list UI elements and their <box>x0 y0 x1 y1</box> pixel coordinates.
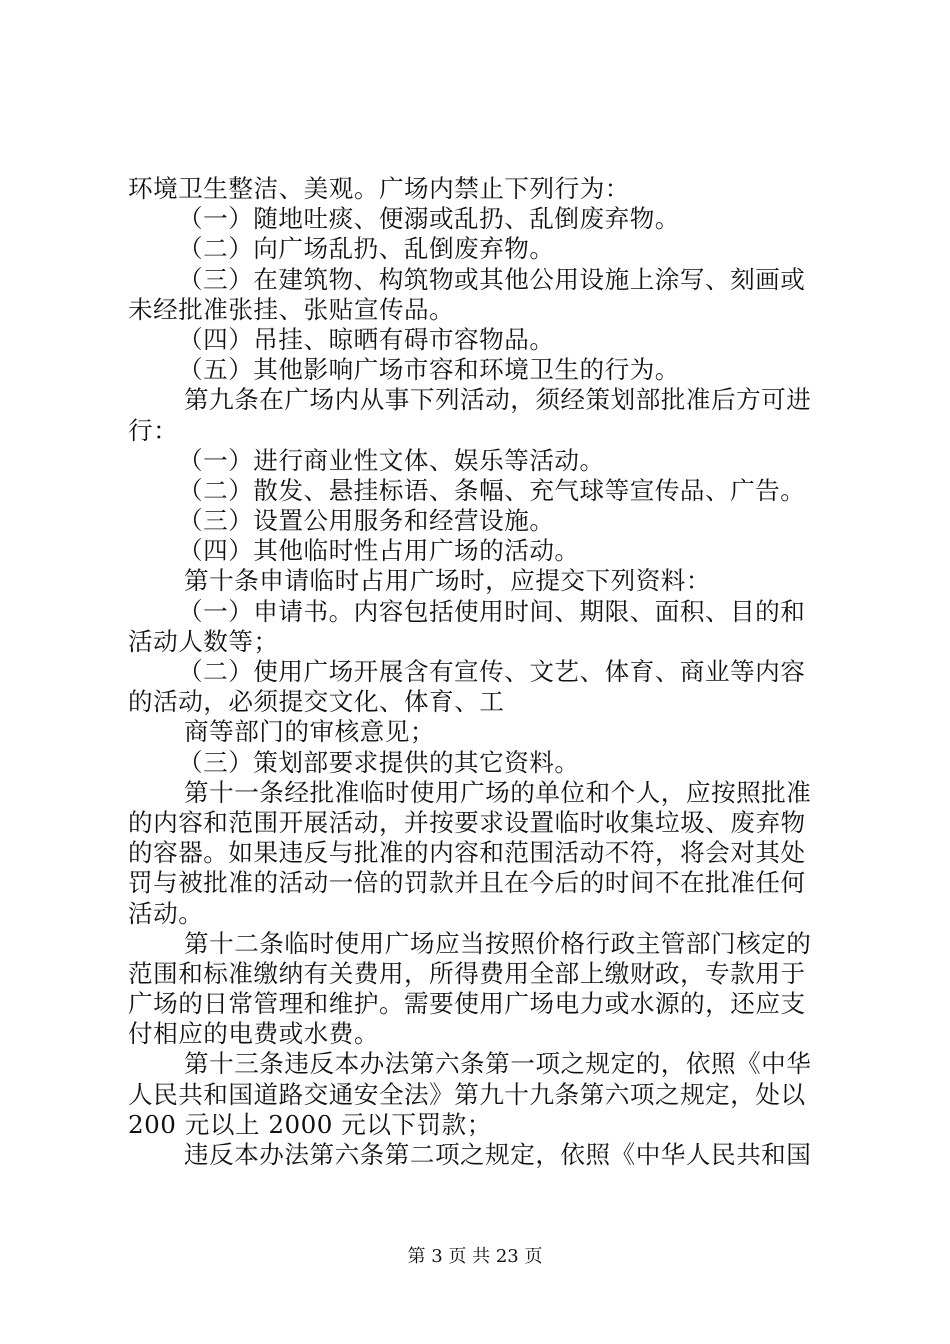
text-line: 行： <box>128 415 179 445</box>
text-line: （三）设置公用服务和经营设施。 <box>178 506 555 536</box>
text-line: （一）随地吐痰、便溺或乱扔、乱倒废弃物。 <box>178 204 680 234</box>
text-line: 环境卫生整洁、美观。广场内禁止下列行为： <box>128 174 630 203</box>
text-line: 第九条在广场内从事下列活动，须经策划部批准后方可进 <box>184 385 812 415</box>
text-line: 付相应的电费或水费。 <box>128 1019 379 1049</box>
text-line: （一）申请书。内容包括使用时间、期限、面积、目的和 <box>178 596 806 626</box>
text-line: （二）散发、悬挂标语、条幅、充气球等宣传品、广告。 <box>178 475 806 505</box>
text-line: 的内容和范围开展活动，并按要求设置临时收集垃圾、废弃物 <box>128 807 806 837</box>
page-footer: 第 3 页 共 23 页 <box>407 1246 543 1267</box>
document-body <box>128 174 834 1170</box>
text-line: 广场的日常管理和维护。需要使用广场电力或水源的，还应支 <box>128 989 806 1019</box>
text-line: 违反本办法第六条第二项之规定，依照《中华人民共和国 <box>184 1140 812 1169</box>
text-line: （二）向广场乱扔、乱倒废弃物。 <box>178 234 555 264</box>
text-line: 活动人数等； <box>128 626 279 656</box>
text-line: 第十二条临时使用广场应当按照价格行政主管部门核定的 <box>184 928 812 958</box>
text-line: （五）其他影响广场市容和环境卫生的行为。 <box>178 355 680 385</box>
text-line: （四）吊挂、晾晒有碍市容物品。 <box>178 324 555 354</box>
text-line: 人民共和国道路交通安全法》第九十九条第六项之规定，处以 <box>128 1079 806 1109</box>
text-line: （四）其他临时性占用广场的活动。 <box>178 536 580 566</box>
text-line: 第十条申请临时占用广场时，应提交下列资料： <box>184 566 711 596</box>
text-line: （三）策划部要求提供的其它资料。 <box>178 747 580 777</box>
text-line: （一）进行商业性文体、娱乐等活动。 <box>178 445 605 475</box>
text-line: 第十三条违反本办法第六条第一项之规定的，依照《中华 <box>184 1049 812 1079</box>
text-line: 罚与被批准的活动一倍的罚款并且在今后的时间不在批准任何 <box>128 868 806 898</box>
text-line: 的活动，必须提交文化、体育、工 <box>128 687 505 717</box>
text-line: 范围和标准缴纳有关费用，所得费用全部上缴财政，专款用于 <box>128 958 806 988</box>
text-line: 200 元以上 2000 元以下罚款； <box>128 1109 492 1139</box>
text-line: 活动。 <box>128 898 204 928</box>
text-line: 未经批准张挂、张贴宣传品。 <box>128 294 455 324</box>
text-line: 第十一条经批准临时使用广场的单位和个人，应按照批准 <box>184 777 812 807</box>
text-line: （三）在建筑物、构筑物或其他公用设施上涂写、刻画或 <box>178 264 806 294</box>
text-line: 商等部门的审核意见； <box>184 717 435 747</box>
text-line: 的容器。如果违反与批准的内容和范围活动不符，将会对其处 <box>128 838 806 868</box>
text-line: （二）使用广场开展含有宣传、文艺、体育、商业等内容 <box>178 657 806 686</box>
